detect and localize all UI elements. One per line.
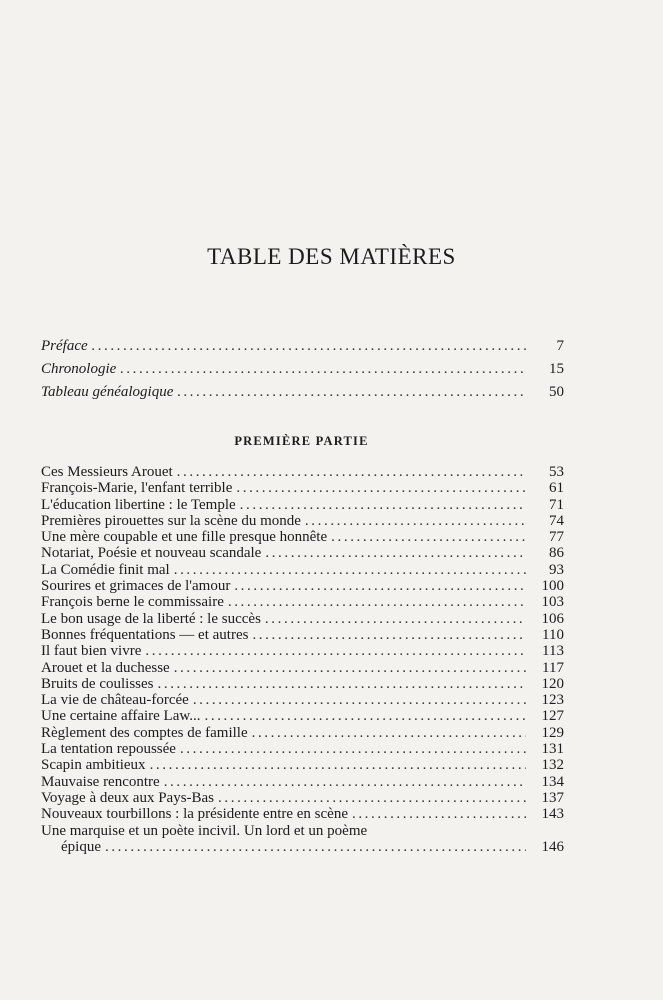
- toc-entry: [41, 464, 564, 480]
- toc-entry-title: François-Marie, l'enfant terrible: [41, 480, 233, 497]
- toc-entry-page: 103: [541, 594, 564, 611]
- toc-entry: [41, 790, 564, 806]
- toc-entry-title: La vie de château-forcée: [41, 692, 189, 709]
- dot-leader: [331, 529, 526, 545]
- dot-leader: [180, 741, 526, 757]
- toc-entry: [41, 361, 564, 384]
- toc-entry: [41, 660, 564, 676]
- toc-entry: [41, 578, 564, 594]
- toc-entry-page: 127: [541, 708, 564, 725]
- toc-entry-title: Scapin ambitieux: [41, 757, 146, 774]
- dot-leader: [177, 464, 526, 480]
- toc-entry-title: Arouet et la duchesse: [41, 659, 170, 676]
- dot-leader: [92, 338, 526, 355]
- toc-entry-page: 129: [541, 724, 564, 741]
- dot-leader: [205, 708, 527, 724]
- toc-entry: [41, 692, 564, 708]
- toc-entry-title: François berne le commissaire: [41, 594, 224, 611]
- dot-leader: [120, 361, 526, 378]
- toc-entry: [41, 529, 564, 545]
- dot-leader: [228, 594, 526, 610]
- part-one-list: [41, 464, 564, 855]
- toc-entry-page: 100: [541, 578, 564, 595]
- toc-entry-page: 106: [541, 610, 564, 627]
- front-matter-list: [41, 338, 564, 407]
- dot-leader: [352, 806, 526, 822]
- toc-entry-page: 61: [549, 480, 564, 497]
- toc-entry-title: Chronologie: [41, 361, 117, 377]
- toc-entry-page: 120: [541, 675, 564, 692]
- dot-leader: [145, 643, 526, 659]
- toc-entry: [41, 708, 564, 724]
- toc-entry: [41, 676, 564, 692]
- toc-entry-page: 117: [542, 659, 564, 676]
- toc-entry-title: Premières pirouettes sur la scène du monde: [41, 512, 301, 529]
- dot-leader: [150, 757, 526, 773]
- toc-entry-page: 123: [541, 692, 564, 709]
- toc-entry-title: Nouveaux tourbillons : la présidente entre en scène: [41, 806, 348, 823]
- toc-entry-title: Notariat, Poésie et nouveau scandale: [41, 545, 262, 562]
- toc-entry-title: Voyage à deux aux Pays-Bas: [41, 789, 215, 806]
- dot-leader: [236, 480, 526, 496]
- dot-leader: [234, 578, 526, 594]
- toc-entry-title: Sourires et grimaces de l'amour: [41, 578, 231, 595]
- dot-leader: [252, 627, 526, 643]
- toc-entry: [41, 627, 564, 643]
- toc-entry-page: 7: [556, 338, 564, 354]
- toc-entry-title: Une certaine affaire Law...: [41, 708, 201, 725]
- dot-leader: [158, 676, 527, 692]
- toc-entry-page: 137: [541, 789, 564, 806]
- toc-entry-title: Bonnes fréquentations — et autres: [41, 626, 249, 643]
- section-title: PREMIÈRE PARTIE: [234, 434, 369, 448]
- toc-entry-title: Ces Messieurs Arouet: [41, 464, 173, 480]
- dot-leader: [240, 497, 526, 513]
- toc-entry-title: Règlement des comptes de famille: [41, 724, 248, 741]
- toc-entry-title: La Comédie finit mal: [41, 561, 170, 578]
- toc-entry: [41, 806, 564, 822]
- toc-entry-title: La tentation repoussée: [41, 741, 176, 758]
- toc-entry-title: Mauvaise rencontre: [41, 773, 160, 790]
- toc-entry: [41, 480, 564, 496]
- toc-entry: [41, 513, 564, 529]
- toc-entry-page: 131: [541, 741, 564, 758]
- toc-entry-page: 134: [541, 773, 564, 790]
- toc-entry-title: Tableau généalogique: [41, 384, 174, 400]
- toc-entry-title: Il faut bien vivre: [41, 643, 142, 660]
- toc-entry-page: 132: [541, 757, 564, 774]
- page-title: TABLE DES MATIÈRES: [207, 244, 456, 269]
- dot-leader: [265, 611, 526, 627]
- dot-leader: [174, 562, 526, 578]
- toc-entry: [41, 545, 564, 561]
- toc-entry: [41, 338, 564, 361]
- toc-entry-page: 53: [549, 464, 564, 480]
- toc-entry: [41, 643, 564, 659]
- toc-entry-title-line1: Une marquise et un poète incivil. Un lord et un poème: [41, 822, 368, 839]
- dot-leader: [193, 692, 526, 708]
- toc-entry-title: Bruits de coulisses: [41, 675, 154, 692]
- toc-entry-title: Le bon usage de la liberté : le succès: [41, 610, 261, 627]
- toc-entry: [41, 757, 564, 773]
- toc-entry-title: Préface: [41, 338, 88, 354]
- dot-leader: [105, 839, 526, 855]
- toc-entry: [41, 562, 564, 578]
- toc-entry: [41, 725, 564, 741]
- dot-leader: [177, 384, 526, 401]
- dot-leader: [305, 513, 526, 529]
- dot-leader: [218, 790, 526, 806]
- toc-entry-title: L'éducation libertine : le Temple: [41, 496, 236, 513]
- toc-entry-page: 50: [549, 384, 564, 400]
- dot-leader: [252, 725, 526, 741]
- toc-entry-page: 93: [549, 561, 564, 578]
- toc-entry-page: 143: [541, 806, 564, 823]
- toc-entry: [41, 774, 564, 790]
- toc-entry-page: 113: [542, 643, 564, 660]
- toc-entry-page: 71: [549, 496, 564, 513]
- toc-entry: [41, 594, 564, 610]
- dot-leader: [164, 774, 526, 790]
- toc-entry: [41, 384, 564, 407]
- toc-entry-page: 110: [542, 626, 564, 643]
- toc-entry-wrapped: [41, 823, 564, 856]
- toc-entry-title: Une mère coupable et une fille presque honnête: [41, 529, 328, 546]
- toc-entry: [41, 497, 564, 513]
- toc-entry-page: 77: [549, 529, 564, 546]
- toc-entry-page: 15: [549, 361, 564, 377]
- toc-entry-page: 74: [549, 512, 564, 529]
- dot-leader: [265, 545, 526, 561]
- toc-entry: [41, 611, 564, 627]
- toc-entry-title-line2: épique: [61, 838, 101, 855]
- toc-entry: [41, 741, 564, 757]
- dot-leader: [174, 660, 526, 676]
- toc-entry-page: 146: [541, 838, 564, 855]
- toc-entry-page: 86: [549, 545, 564, 562]
